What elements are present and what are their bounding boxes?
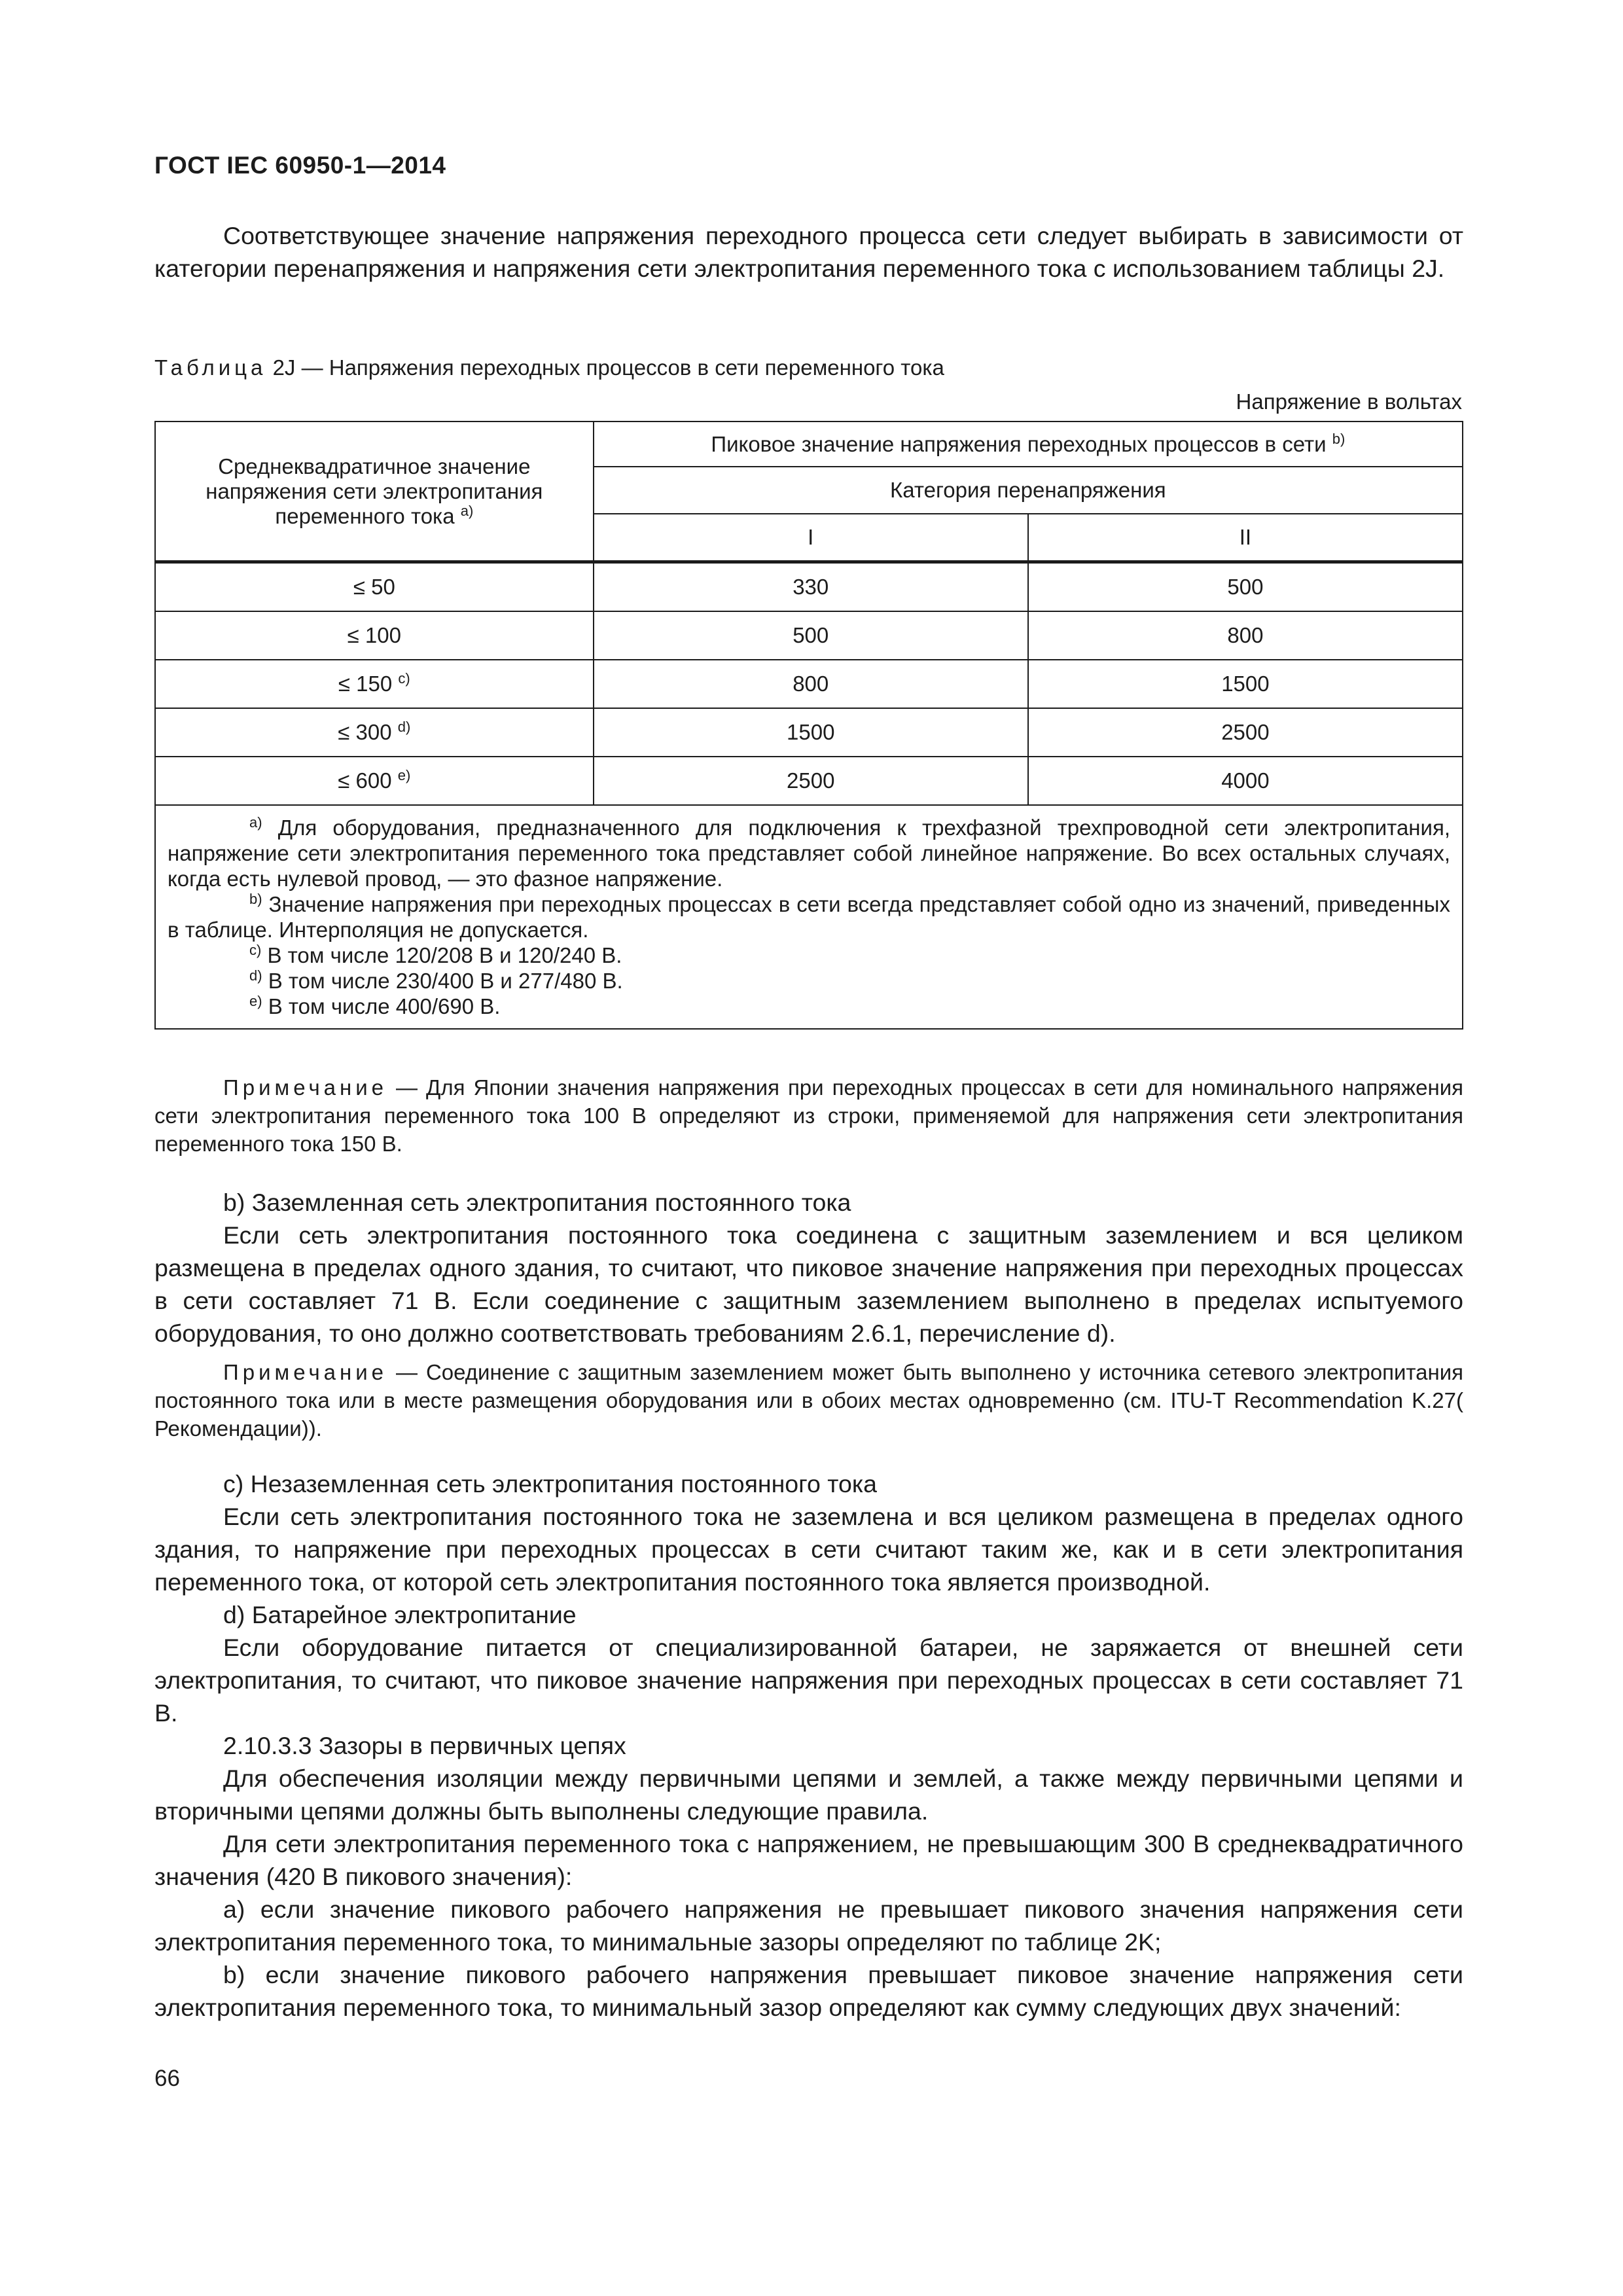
- cat2-cell: 500: [1028, 562, 1463, 612]
- cat1-cell: 330: [594, 562, 1028, 612]
- cat1-cell: 800: [594, 660, 1028, 708]
- voltage-value: ≤ 50: [353, 575, 395, 599]
- section-d-text: Если оборудование питается от специализированной батареи, не заряжается от внешней сети электропитания, то считают, что пиковое значение напряжения при переходных процессах в сети составляет 71 В.: [154, 1634, 1463, 1727]
- footnote-text: В том числе 120/208 В и 120/240 В.: [267, 943, 622, 967]
- table-row: [155, 757, 1463, 805]
- table-row: [155, 562, 1463, 612]
- section-b: [154, 1186, 1463, 1350]
- voltage-cell: [155, 757, 594, 805]
- table-caption-prefix: Таблица: [154, 355, 267, 380]
- voltage-value: ≤ 150: [338, 672, 393, 696]
- footnote-mark: e): [249, 993, 262, 1009]
- cat2-cell: 800: [1028, 611, 1463, 660]
- footnote-d: [168, 968, 1450, 994]
- category-header: Категория перенапряжения: [594, 467, 1463, 514]
- note-text: — Для Японии значения напряжения при переходных процессах в сети для номинального напряжения сети электропитания переменного тока 100 В определяют из строки, применяемой для напряжения сети электропитания переменного тока 150 В.: [154, 1075, 1463, 1156]
- table-caption-text: 2J — Напряжения переходных процессов в сети переменного тока: [272, 355, 944, 380]
- table-units: Напряжение в вольтах: [1236, 389, 1462, 414]
- section-b-text: Если сеть электропитания постоянного тока соединена с защитным заземлением и вся целиком размещена в пределах одного здания, то считают, что пиковое значение напряжения при переходных процессах в сети составляет 71 В. Если соединение с защитным заземлением выполнено в пределах испытуемого оборудования, то оно должно соответствовать требованиям 2.6.1, перечисление d).: [154, 1221, 1463, 1347]
- clause-paragraph-1: Для обеспечения изоляции между первичными цепями и землей, а также между первичными цепями и вторичными цепями должны быть выполнены следующие правила.: [154, 1765, 1463, 1825]
- note-text: — Соединение с защитным заземлением может быть выполнено у источника сетевого электропитания постоянного тока или в месте размещения оборудования или в обоих местах одновременно (см. ITU-T Recommendation K.27( Рекомендации)).: [154, 1360, 1464, 1441]
- table-row: [155, 660, 1463, 708]
- footnote-a: [168, 815, 1450, 891]
- footnote-e: [168, 994, 1450, 1019]
- table-caption: [154, 355, 944, 380]
- table-row: [155, 708, 1463, 757]
- clause-paragraph-2: Для сети электропитания переменного тока с напряжением, не превышающим 300 В среднеквадратичного значения (420 В пикового значения):: [154, 1830, 1463, 1890]
- footnote-b: [168, 891, 1450, 942]
- voltage-table: [154, 421, 1463, 1030]
- note-label: Примечание: [223, 1075, 388, 1100]
- footnote-mark: a): [249, 814, 262, 831]
- note-label: Примечание: [223, 1360, 388, 1384]
- table-footnotes: [155, 805, 1463, 1029]
- footnote-c: [168, 942, 1450, 968]
- cat2-cell: 2500: [1028, 708, 1463, 757]
- footnote-text: Для оборудования, предназначенного для подключения к трехфазной трехпроводной сети электропитания, напряжение сети электропитания переменного тока представляет собой линейное напряжение. Во всех остальных случаях, когда есть нулевой провод, — это фазное напряжение.: [168, 816, 1450, 891]
- voltage-cell: [155, 562, 594, 612]
- col-rms-voltage-label: Среднеквадратичное значение напряжения сети электропитания переменного тока: [205, 454, 543, 528]
- cat2-cell: 4000: [1028, 757, 1463, 805]
- document-header: ГОСТ IEC 60950-1—2014: [154, 152, 446, 179]
- voltage-value: ≤ 100: [347, 623, 401, 647]
- category-1-header: I: [594, 514, 1028, 562]
- col-rms-voltage-header: [155, 422, 594, 562]
- voltage-sup: d): [397, 719, 411, 735]
- voltage-sup: e): [397, 767, 411, 783]
- clause-item-b: b) если значение пикового рабочего напряжения превышает пиковое значение напряжения сети электропитания переменного тока, то минимальный зазор определяют как сумму следующих двух значений:: [154, 1961, 1463, 2021]
- footnote-text: В том числе 400/690 В.: [268, 994, 501, 1018]
- footnote-mark: c): [249, 942, 262, 958]
- cat1-cell: 2500: [594, 757, 1028, 805]
- clause-item-a: a) если значение пикового рабочего напряжения не превышает пикового значения напряжения сети электропитания переменного тока, то минимальные зазоры определяют по таблице 2K;: [154, 1895, 1463, 1956]
- section-d-title: d) Батарейное электропитание: [223, 1601, 577, 1628]
- voltage-cell: [155, 660, 594, 708]
- intro-paragraph: Соответствующее значение напряжения переходного процесса сети следует выбирать в зависимости от категории перенапряжения и напряжения сети электропитания переменного тока с использованием таблицы 2J.: [154, 222, 1463, 282]
- col-rms-voltage-sup: a): [460, 502, 474, 519]
- footnote-mark: d): [249, 967, 262, 984]
- section-c-title: c) Незаземленная сеть электропитания постоянного тока: [223, 1470, 877, 1498]
- footnote-text: В том числе 230/400 В и 277/480 В.: [268, 969, 623, 993]
- voltage-cell: [155, 708, 594, 757]
- category-2-header: II: [1028, 514, 1463, 562]
- cat1-cell: 1500: [594, 708, 1028, 757]
- peak-voltage-header: [594, 422, 1463, 467]
- voltage-value: ≤ 300: [338, 720, 392, 744]
- cat1-cell: 500: [594, 611, 1028, 660]
- voltage-value: ≤ 600: [338, 768, 392, 793]
- section-b-title: b) Заземленная сеть электропитания постоянного тока: [223, 1189, 851, 1216]
- peak-voltage-label: Пиковое значение напряжения переходных процессов в сети: [711, 431, 1327, 456]
- cat2-cell: 1500: [1028, 660, 1463, 708]
- clause-title: 2.10.3.3 Зазоры в первичных цепях: [223, 1732, 626, 1759]
- voltage-cell: [155, 611, 594, 660]
- footnote-text: Значение напряжения при переходных процессах в сети всегда представляет собой одно из значений, приведенных в таблице. Интерполяция не допускается.: [168, 892, 1450, 942]
- sections-c-to-end: [154, 1467, 1463, 2024]
- note-japan: [154, 1073, 1463, 1158]
- footnote-mark: b): [249, 891, 262, 907]
- peak-voltage-sup: b): [1332, 430, 1346, 447]
- table-row: [155, 611, 1463, 660]
- page-number: 66: [154, 2066, 180, 2091]
- voltage-sup: c): [398, 670, 410, 687]
- note-grounding: [154, 1358, 1463, 1443]
- section-c-text: Если сеть электропитания постоянного тока не заземлена и вся целиком размещена в пределах одного здания, то напряжение при переходных процессах в сети считают таким же, как и в сети электропитания переменного тока, от которой сеть электропитания постоянного тока является производной.: [154, 1503, 1463, 1596]
